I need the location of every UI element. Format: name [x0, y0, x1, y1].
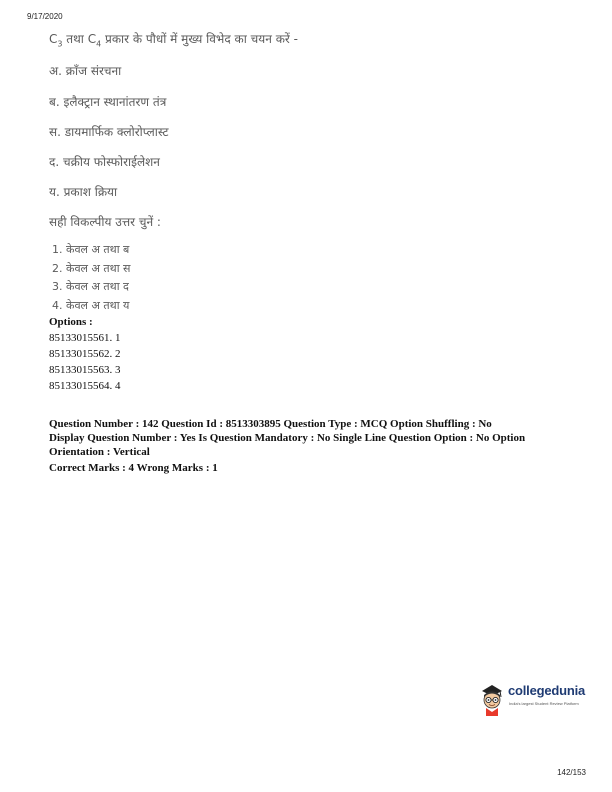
statement-d: द. चक्रीय फोस्फोराईलेशन — [49, 155, 160, 169]
logo-name: collegedunia — [508, 683, 586, 698]
option-item-4: 85133015564. 4 — [49, 380, 121, 392]
statement-b: ब. इलैक्ट्रान स्थानांतरण तंत्र — [49, 95, 167, 109]
question-sub1: 3 — [57, 39, 63, 49]
option-item-3: 85133015563. 3 — [49, 364, 121, 376]
logo-tagline: India's largest Student Review Platform — [509, 701, 579, 706]
mascot-icon — [478, 682, 506, 716]
choice-2: 2. केवल अ तथा स — [52, 262, 131, 275]
statement-a: अ. क्रॉंज संरचना — [49, 64, 122, 78]
collegedunia-logo — [478, 682, 588, 718]
option-item-1: 85133015561. 1 — [49, 332, 121, 344]
choice-3: 3. केवल अ तथा द — [52, 280, 129, 293]
question-text — [49, 30, 298, 48]
statement-e: य. प्रकाश क्रिया — [49, 185, 118, 199]
options-label: Options : — [49, 316, 93, 328]
meta-line-2: Display Question Number : Yes Is Question Mandatory : No Single Line Question Option : No Option — [49, 432, 526, 444]
statement-c: स. डायमार्फिक क्लोरोप्लास्ट — [49, 125, 169, 139]
question-sub2: 4 — [96, 39, 102, 49]
meta-line-3: Orientation : Vertical — [49, 446, 150, 458]
question-mid: तथा C — [62, 32, 97, 46]
option-item-2: 85133015562. 2 — [49, 348, 121, 360]
question-c1: C — [49, 32, 58, 46]
page-number: 142/153 — [557, 768, 586, 777]
choice-4: 4. केवल अ तथा य — [52, 299, 130, 312]
question-rest: प्रकार के पौधों में मुख्य विभेद का चयन करें - — [101, 32, 298, 46]
meta-line-4: Correct Marks : 4 Wrong Marks : 1 — [49, 462, 218, 474]
meta-line-1: Question Number : 142 Question Id : 8513303895 Question Type : MCQ Option Shuffling : No — [49, 418, 492, 430]
choice-1: 1. केवल अ तथा ब — [52, 243, 130, 256]
answer-prompt: सही विकल्पीय उत्तर चुनें : — [49, 215, 161, 229]
print-date: 9/17/2020 — [27, 12, 63, 21]
